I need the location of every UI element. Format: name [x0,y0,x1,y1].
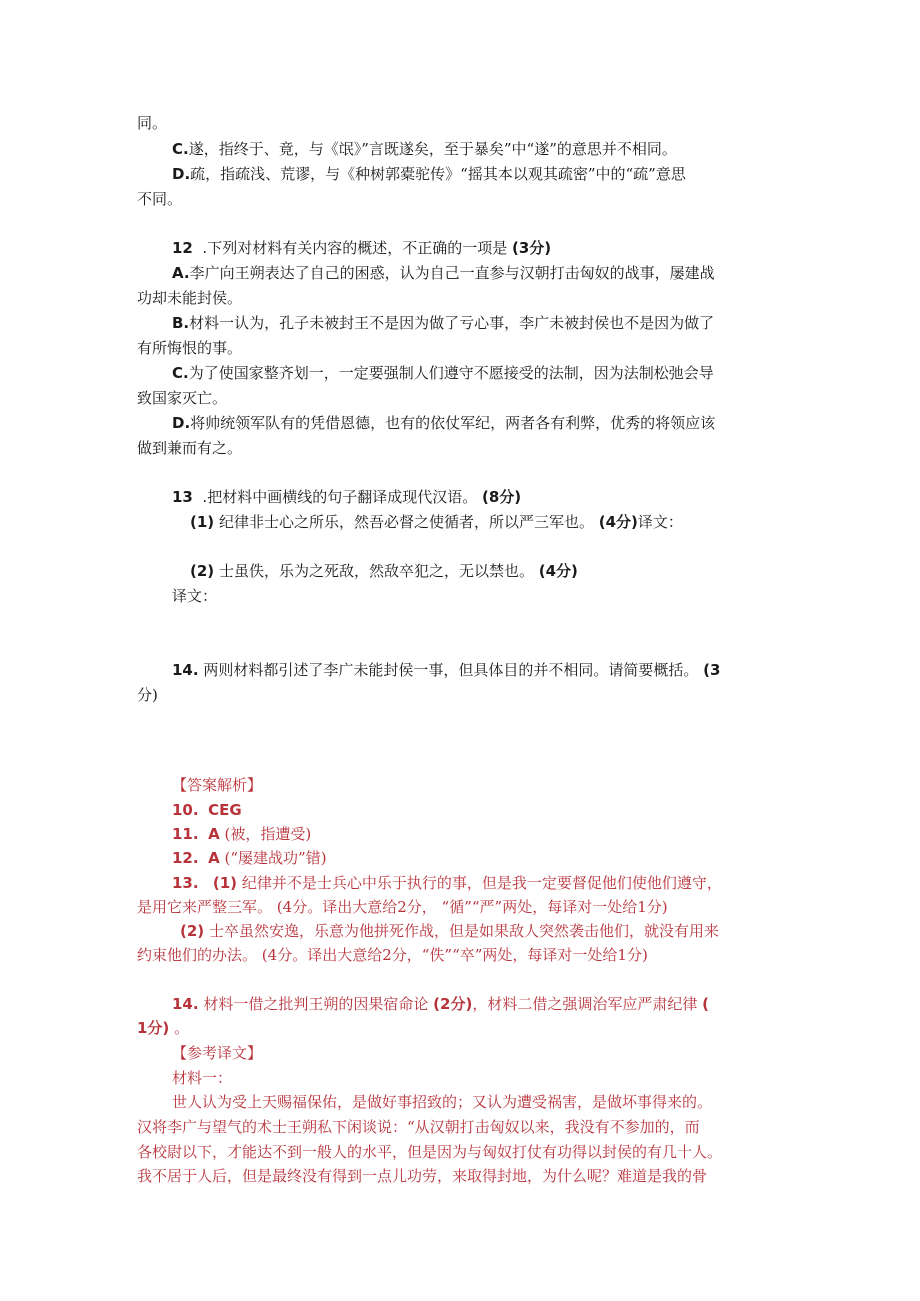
q11-prev-tail: 同。 [137,114,168,132]
q11-option-d-cont: 不同。 [137,190,183,208]
q13-sentence-1: (1) 纪律非士心之所乐，然吾必督之使循者，所以严三军也。 (4分)译文： [190,513,683,531]
answer-13-line-3: (2) 士卒虽然安逸，乐意为他拼死作战，但是如果敌人突然袭击他们，就没有用来 [180,922,719,940]
translation-para-line-3: 各校尉以下，才能达不到一般人的水平，但是因为与匈奴打仗有功得以封侯的有几十人。 [137,1143,723,1161]
q12-option-c: C.为了使国家整齐划一，一定要强制人们遵守不愿接受的法制，因为法制松弛会导 [172,364,714,382]
q13-stem: 13 .把材料中画横线的句子翻译成现代汉语。 (8分) [172,488,522,506]
answer-13-line-2: 是用它来严整三军。 (4分。译出大意给2分， “循”“严”两处，每译对一处给1分) [137,898,668,916]
q14-stem: 14. 两则材料都引述了李广未能封侯一事，但具体目的并不相同。请简要概括。 (3 [172,661,721,679]
q13-sentence-2: (2) 士虽佚，乐为之死敌，然敌卒犯之，无以禁也。 (4分) [190,562,578,580]
q13-sentence-2-answer-label: 译文： [172,587,218,605]
q12-option-b: B.材料一认为，孔子未被封王不是因为做了亏心事，李广未被封侯也不是因为做了 [172,314,715,332]
answer-14-line-1: 14. 材料一借之批判王朔的因果宿命论 (2分)，材料二借之强调治军应严肃纪律 ( [172,995,709,1013]
q14-stem-cont: 分) [137,686,158,704]
translation-para-line-2: 汉将李广与望气的术士王朔私下闲谈说：“从汉朝打击匈奴以来，我没有不参加的，而 [137,1118,700,1136]
q12-stem: 12 .下列对材料有关内容的概述，不正确的一项是 (3分) [172,239,552,257]
translation-para-line-4: 我不居于人后，但是最终没有得到一点儿功劳，来取得封地，为什么呢？难道是我的骨 [137,1167,708,1185]
answer-12: 12. A (“屡建战功”错) [172,849,327,867]
answer-11: 11. A (被，指遭受) [172,825,312,843]
q12-option-d-cont: 做到兼而有之。 [137,439,243,457]
q12-option-a: A.李广向王朔表达了自己的困惑，认为自己一直参与汉朝打击匈奴的战事，屡建战 [172,264,715,282]
answer-10: 10. CEG [172,801,242,819]
q11-option-c: C.遂，指终于、竟，与《氓》”言既遂矣，至于暴矣”中“遂”的意思并不相同。 [172,140,677,158]
q12-option-c-cont: 致国家灭亡。 [137,389,228,407]
q12-option-a-cont: 功却未能封侯。 [137,289,243,307]
translation-header: 【参考译文】 [172,1044,263,1062]
q12-option-d: D.将帅统领军队有的凭借恩德，也有的依仗军纪，两者各有利弊，优秀的将领应该 [172,414,716,432]
answer-13-line-4: 约束他们的办法。 (4分。译出大意给2分，“佚”“卒”两处，每译对一处给1分) [137,946,648,964]
answer-14-line-2: 1分) 。 [137,1019,190,1037]
translation-para-line-1: 世人认为受上天赐福保佑，是做好事招致的；又认为遭受祸害，是做坏事得来的。 [172,1093,713,1111]
answer-13-line-1: 13. (1) 纪律并不是士兵心中乐于执行的事，但是我一定要督促他们使他们遵守， [172,874,722,892]
q12-option-b-cont: 有所悔恨的事。 [137,339,243,357]
translation-material-1: 材料一： [172,1069,233,1087]
answer-header: 【答案解析】 [172,776,263,794]
q11-option-d: D.疏，指疏浅、荒谬，与《种树郭橐驼传》“摇其本以观其疏密”中的“疏”意思 [172,165,686,183]
